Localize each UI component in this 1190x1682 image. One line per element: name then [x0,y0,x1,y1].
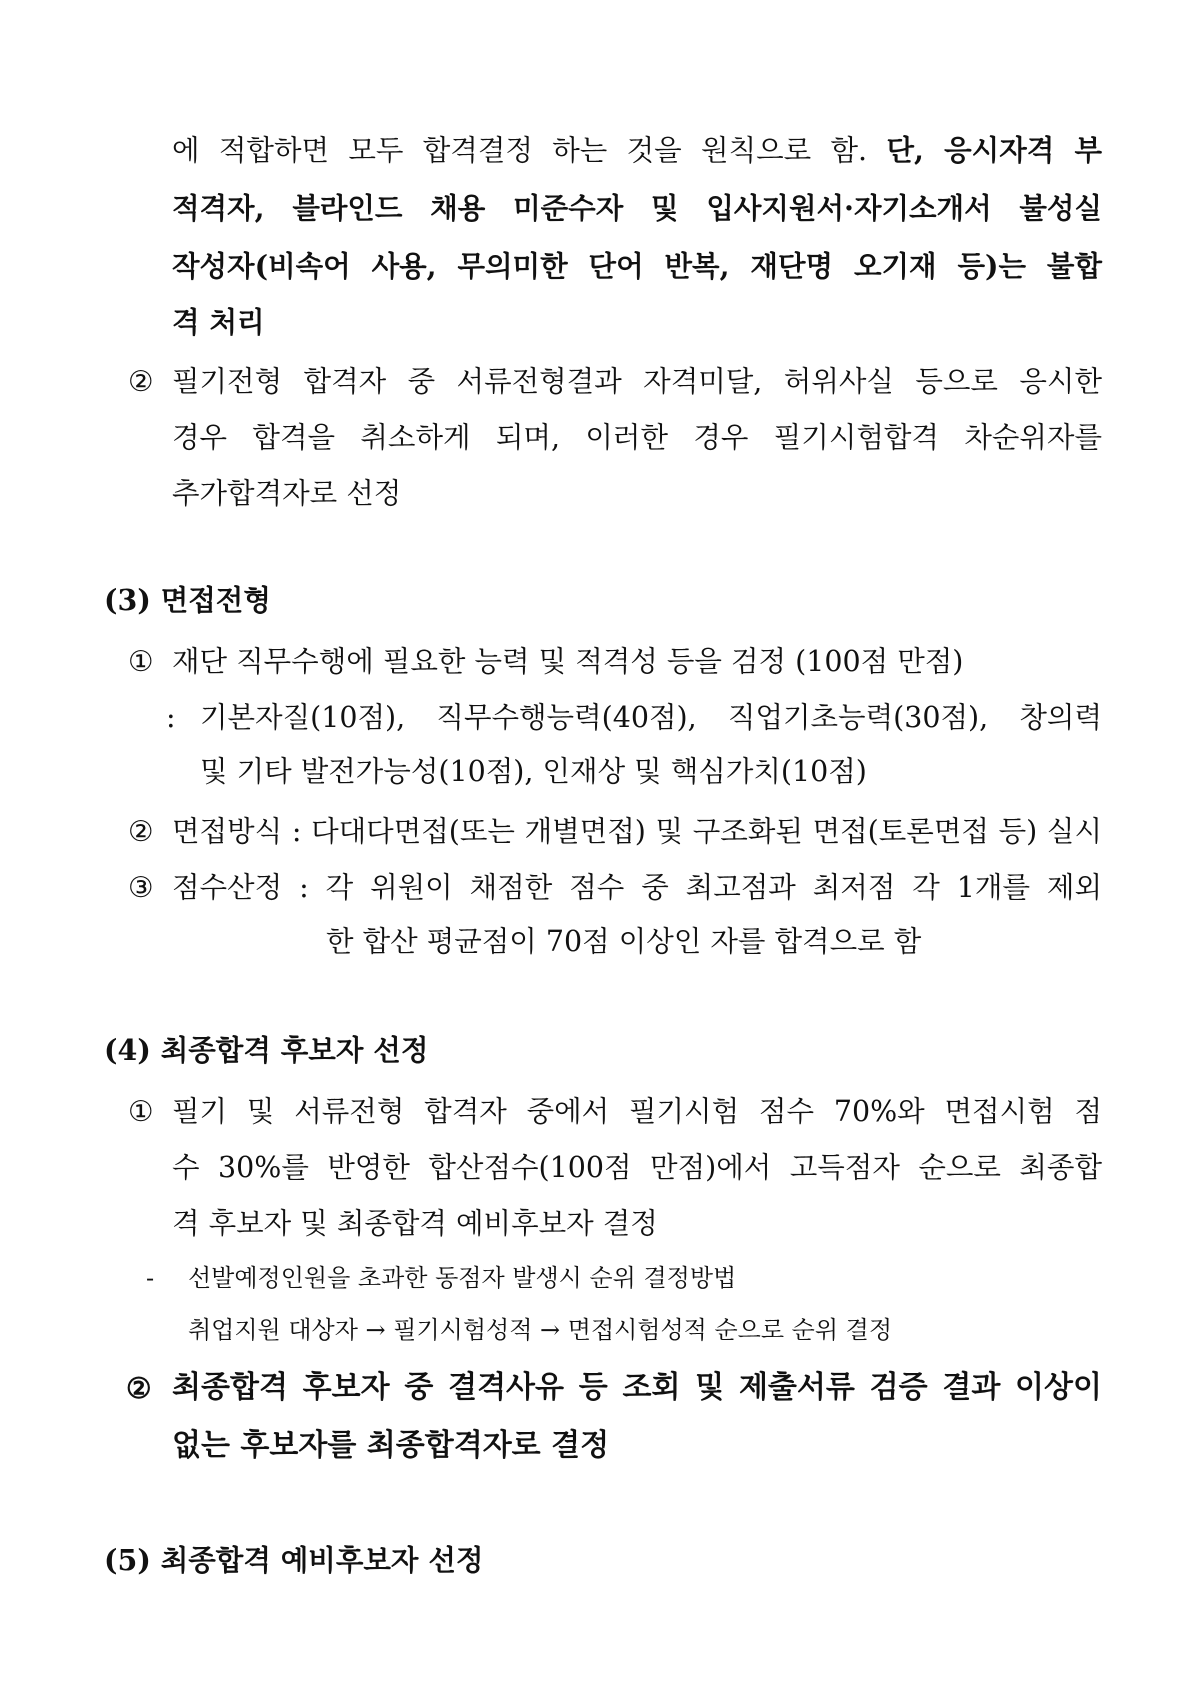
paragraph-line: 재단 직무수행에 필요한 능력 및 적격성 등을 검정 (100점 만점) [172,645,964,678]
paragraph-line: 한 합산 평균점이 70점 이상인 자를 합격으로 함 [326,925,922,958]
item-number: ③ [128,871,154,904]
item-number: ② [126,1371,152,1405]
dash-marker: - [146,1264,155,1292]
paragraph-line: 추가합격자로 선정 [172,477,402,510]
item-number: ② [128,365,154,398]
paragraph-line: 면접방식 : 다대다면접(또는 개별면접) 및 구조화된 면접(토론면접 등) 실시 [172,815,1102,848]
paragraph-line: 기본자질(10점), 직무수행능력(40점), 직업기초능력(30점), 창의력 [200,701,1102,734]
item-number: ① [128,1095,154,1128]
paragraph-line: 최종합격 후보자 중 결격사유 등 조회 및 제출서류 검증 결과 이상이 [172,1370,1102,1405]
colon-marker: : [166,701,176,734]
sub-note-line: 선발예정인원을 초과한 동점자 발생시 순위 결정방법 [188,1264,737,1292]
paragraph-line: 적격자, 블라인드 채용 미준수자 및 입사지원서·자기소개서 불성실 [172,191,1102,225]
paragraph-line: 없는 후보자를 최종합격자로 결정 [172,1428,610,1463]
paragraph-line: 작성자(비속어 사용, 무의미한 단어 반복, 재단명 오기재 등)는 불합 [172,249,1102,283]
paragraph-line: 필기전형 합격자 중 서류전형결과 자격미달, 허위사실 등으로 응시한 [172,365,1102,398]
paragraph-line: 점수산정 : 각 위원이 채점한 점수 중 최고점과 최저점 각 1개를 제외 [172,871,1102,904]
paragraph-line: 필기 및 서류전형 합격자 중에서 필기시험 점수 70%와 면접시험 점 [172,1095,1102,1128]
section-heading: (5) 최종합격 예비후보자 선정 [104,1543,484,1577]
paragraph-line: 격 처리 [172,305,265,339]
item-number: ① [128,645,154,678]
sub-note-line: 취업지원 대상자 → 필기시험성적 → 면접시험성적 순으로 순위 결정 [188,1316,893,1344]
bold-text-run: 단, 응시자격 부 [886,133,1102,167]
text-run: 에 적합하면 모두 합격결정 하는 것을 원칙으로 함. [172,134,887,167]
section-heading: (4) 최종합격 후보자 선정 [104,1033,429,1067]
paragraph-line: 경우 합격을 취소하게 되며, 이러한 경우 필기시험합격 차순위자를 [172,421,1102,454]
paragraph-line: 격 후보자 및 최종합격 예비후보자 결정 [172,1207,658,1240]
paragraph-line: 수 30%를 반영한 합산점수(100점 만점)에서 고득점자 순으로 최종합 [172,1151,1102,1184]
paragraph-line [172,130,1102,171]
section-heading: (3) 면접전형 [104,583,271,617]
paragraph-line: 및 기타 발전가능성(10점), 인재상 및 핵심가치(10점) [200,755,867,788]
item-number: ② [128,815,154,848]
